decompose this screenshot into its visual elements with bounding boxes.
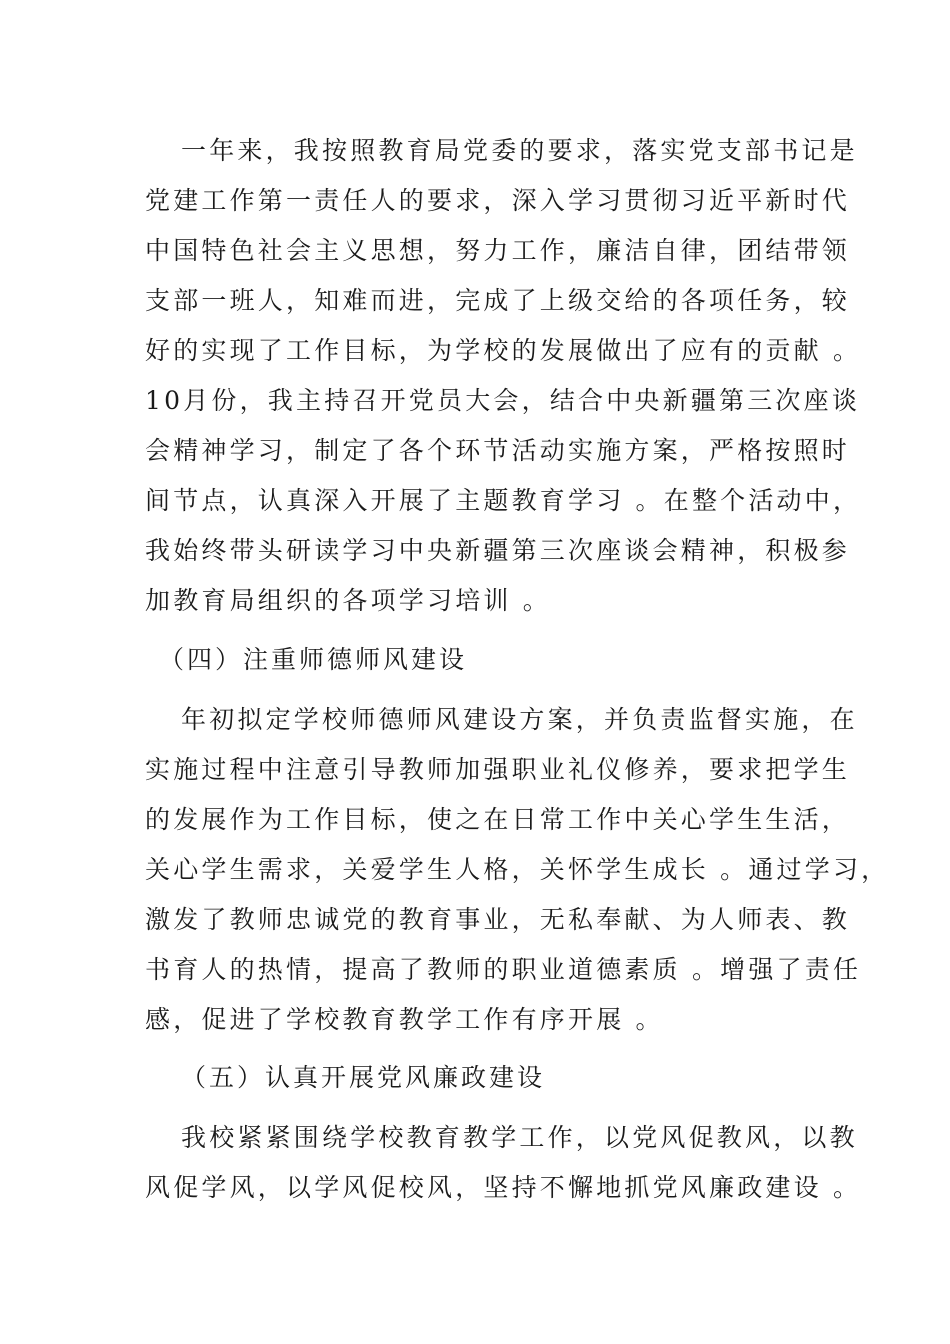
paragraph-line: 党建工作第一责任人的要求，深入学习贯彻习近平新时代	[145, 186, 851, 215]
paragraph-line: 支部一班人，知难而进，完成了上级交给的各项任务，较	[145, 286, 851, 315]
paragraph-line: 好的实现了工作目标，为学校的发展做出了应有的贡献 。	[145, 336, 862, 365]
paragraph-line: 年初拟定学校师德师风建设方案，并负责监督实施，在	[181, 705, 858, 734]
paragraph-line: 会精神学习，制定了各个环节活动实施方案，严格按照时	[145, 436, 851, 465]
paragraph-line: 中国特色社会主义思想，努力工作，廉洁自律，团结带领	[145, 236, 851, 265]
section-heading-5: （五）认真开展党风廉政建设	[181, 1063, 546, 1092]
paragraph-line: 间节点，认真深入开展了主题教育学习 。在整个活动中，	[145, 486, 862, 515]
section-heading-4: （四）注重师德师风建设	[159, 645, 468, 674]
paragraph-line: 我始终带头研读学习中央新疆第三次座谈会精神，积极参	[145, 536, 851, 565]
paragraph-line: 的发展作为工作目标，使之在日常工作中关心学生生活，	[145, 805, 851, 834]
paragraph-line: 关心学生需求，关爱学生人格，关怀学生成长 。通过学习，	[145, 855, 890, 884]
paragraph-line: 10月份，我主持召开党员大会，结合中央新疆第三次座谈	[145, 386, 861, 415]
paragraph-line: 风促学风，以学风促校风，坚持不懈地抓党风廉政建设 。	[145, 1173, 862, 1202]
paragraph-line: 激发了教师忠诚党的教育事业，无私奉献、为人师表、教	[145, 905, 851, 934]
paragraph-line: 感，促进了学校教育教学工作有序开展 。	[145, 1005, 664, 1034]
paragraph-line: 书育人的热情，提高了教师的职业道德素质 。增强了责任	[145, 955, 862, 984]
paragraph-line: 加教育局组织的各项学习培训 。	[145, 586, 551, 615]
paragraph-line: 一年来，我按照教育局党委的要求，落实党支部书记是	[181, 136, 858, 165]
paragraph-line: 我校紧紧围绕学校教育教学工作，以党风促教风，以教	[181, 1123, 858, 1152]
paragraph-line: 实施过程中注意引导教师加强职业礼仪修养，要求把学生	[145, 755, 851, 784]
